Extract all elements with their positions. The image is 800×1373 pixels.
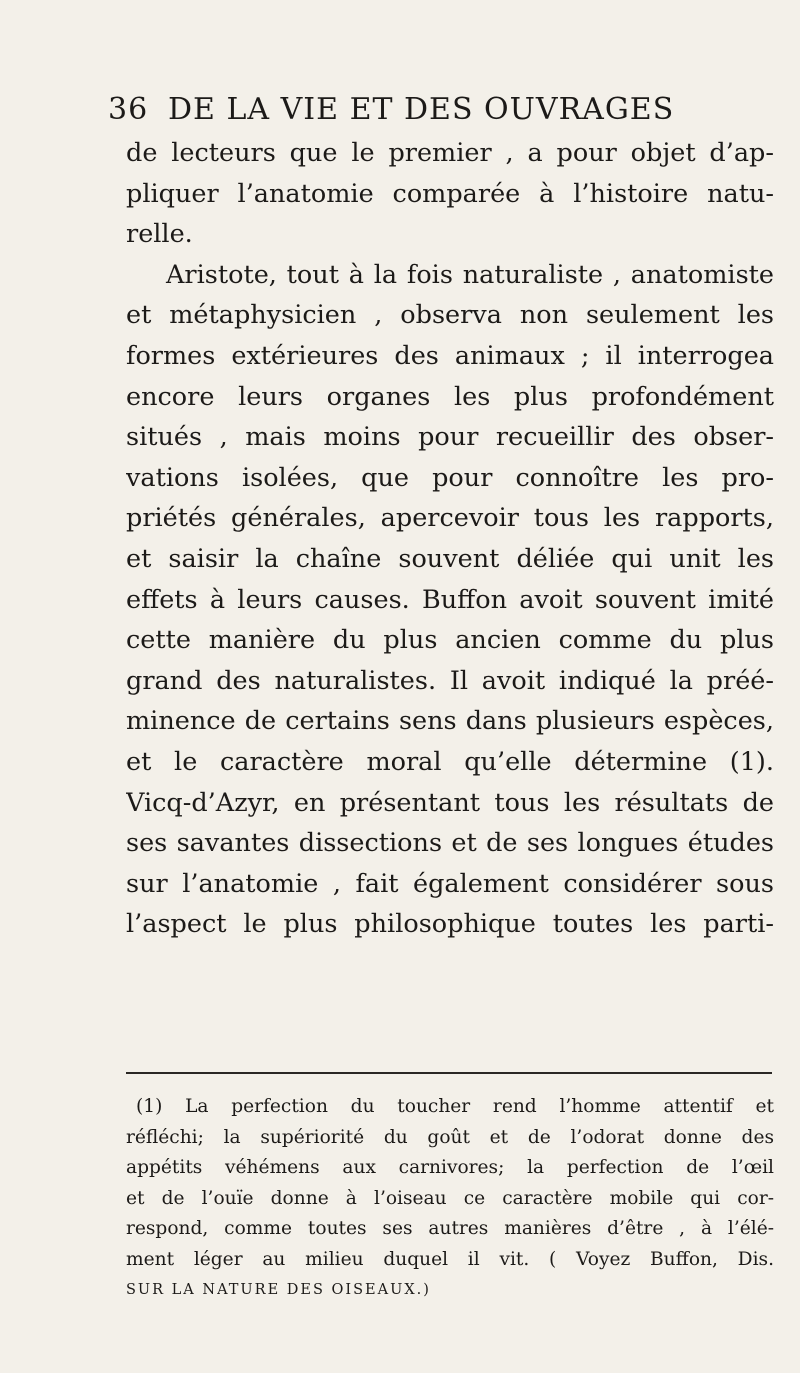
text-line: minence de certains sens dans plusieurs espèces, <box>126 706 774 737</box>
running-title: DE LA VIE ET DES OUVRAGES <box>168 92 675 127</box>
footnote-line: et de l’ouïe donne à l’oiseau ce caractère mobile qui cor- <box>126 1187 774 1209</box>
text-line: et métaphysicien , observa non seulement les <box>126 300 774 331</box>
text-line: relle. <box>126 219 193 250</box>
main-text <box>126 133 774 945</box>
text-line: et le caractère moral qu’elle détermine (1). <box>126 746 774 777</box>
footnote-divider <box>126 1072 772 1074</box>
text-line: encore leurs organes les plus profondément <box>126 381 774 412</box>
text-line: pliquer l’anatomie comparée à l’histoire natu- <box>126 178 774 209</box>
page-number: 36 <box>108 92 149 127</box>
footnote-line: ment léger au milieu duquel il vit. ( Voyez Buffon, Dis. <box>126 1248 774 1270</box>
text-line: sur l’anatomie , fait également considérer sous <box>126 868 774 899</box>
text-line: Aristote, tout à la fois naturaliste , anatomiste <box>166 259 774 290</box>
footnotes <box>126 1092 774 1306</box>
text-line: formes extérieures des animaux ; il interrogea <box>126 340 774 371</box>
footnote-line-smallcaps: SUR LA NATURE DES OISEAUX.) <box>126 1282 431 1298</box>
text-line: l’aspect le plus philosophique toutes les parti- <box>126 909 774 940</box>
text-line: effets à leurs causes. Buffon avoit souvent imité <box>126 584 774 615</box>
text-line: grand des naturalistes. Il avoit indiqué la préé- <box>126 665 774 696</box>
text-line: priétés générales, apercevoir tous les rapports, <box>126 503 774 534</box>
text-line: vations isolées, que pour connoître les pro- <box>126 462 774 493</box>
text-line: situés , mais moins pour recueillir des obser- <box>126 422 774 453</box>
footnote-line: respond, comme toutes ses autres manières d’être , à l’élé- <box>126 1218 774 1239</box>
text-line: cette manière du plus ancien comme du plus <box>126 625 774 656</box>
footnote-line: appétits véhémens aux carnivores; la perfection de l’œil <box>126 1157 774 1178</box>
text-line: de lecteurs que le premier , a pour objet d’ap- <box>126 138 774 168</box>
page-header <box>108 92 768 132</box>
footnote-line: réfléchi; la supériorité du goût et de l’odorat donne des <box>126 1126 774 1148</box>
text-line: Vicq-d’Azyr, en présentant tous les résultats de <box>126 787 774 818</box>
footnote-line: (1) La perfection du toucher rend l’homme attentif et <box>136 1096 774 1117</box>
text-line: et saisir la chaîne souvent déliée qui unit les <box>126 543 774 574</box>
text-line: ses savantes dissections et de ses longues études <box>126 828 774 859</box>
